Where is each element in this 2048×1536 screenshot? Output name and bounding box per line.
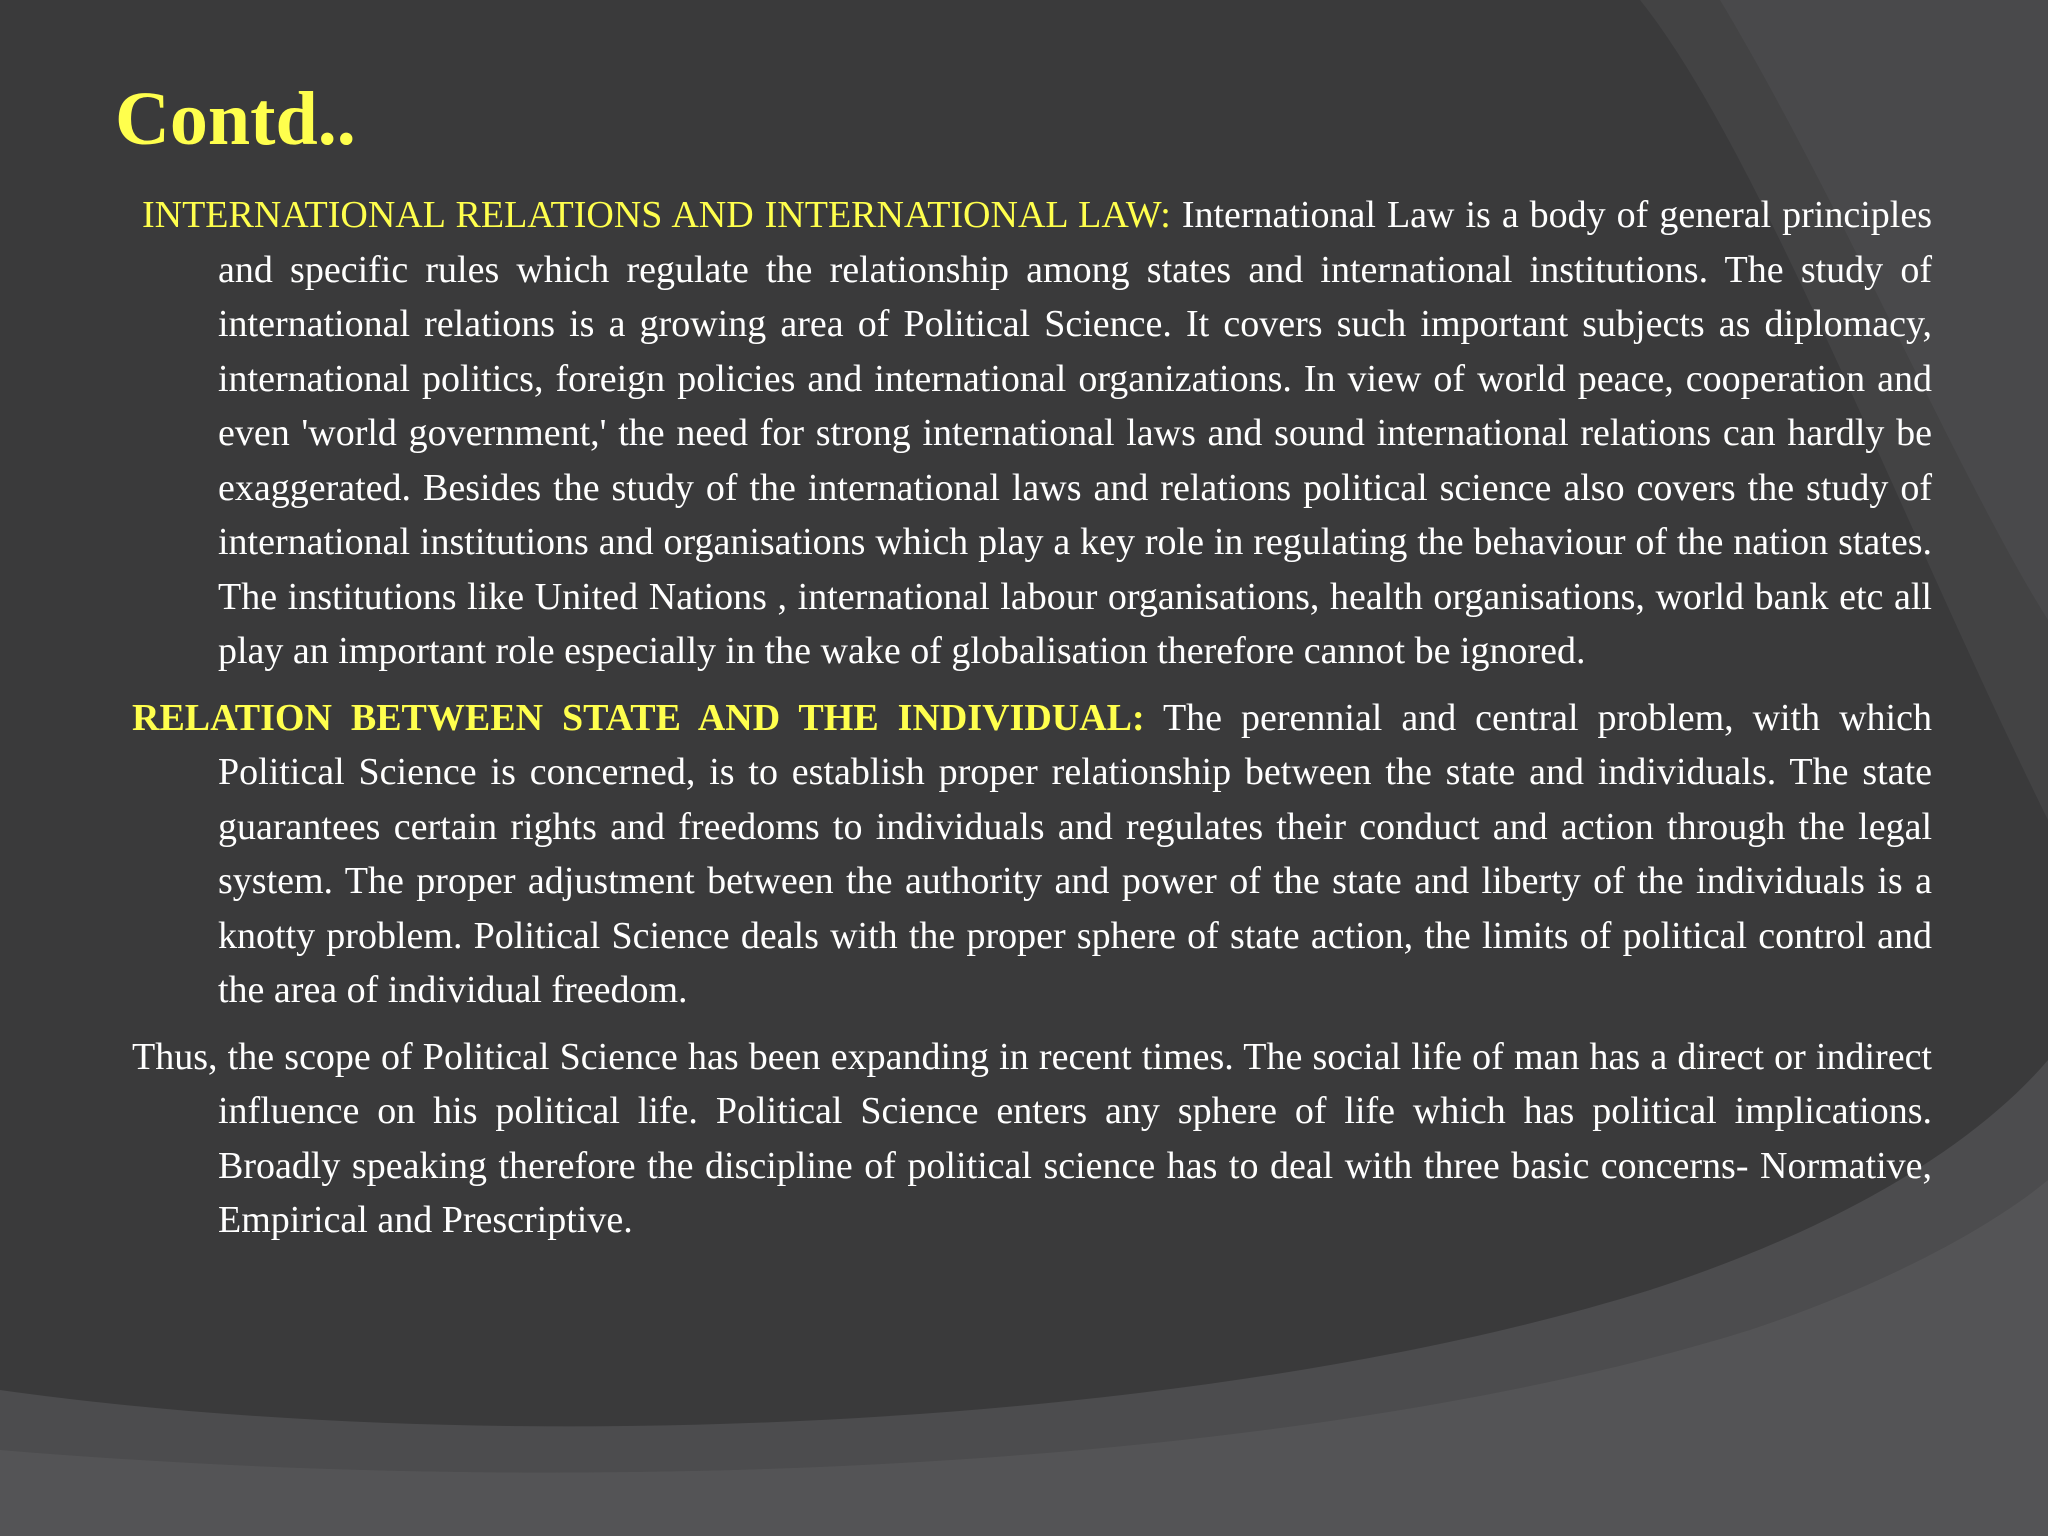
slide-body <box>132 188 1932 1260</box>
paragraph-text: The perennial and central problem, with which Political Science is concerned, is to establish proper relationship between the state and individuals. The state guarantees certain rights and freedoms to individuals and regulates their conduct and action through the legal system. The proper adjustment between the authority and power of the state and liberty of the individuals is a knotty problem. Political Science deals with the proper sphere of state action, the limits of political control and the area of individual freedom. <box>218 696 1932 1011</box>
paragraph-state-individual <box>132 691 1932 1018</box>
paragraph-conclusion <box>132 1030 1932 1248</box>
paragraph-heading: INTERNATIONAL RELATIONS AND INTERNATIONAL LAW: <box>142 194 1171 236</box>
paragraph-text: International Law is a body of general principles and specific rules which regulate the relationship among states and international institutions. The study of international relations is a growing area of Political Science. It covers such important subjects as diplomacy, international politics, foreign policies and international organizations. In view of world peace, cooperation and even 'world government,' the need for strong international laws and sound international relations can hardly be exaggerated. Besides the study of the international laws and relations political science also covers the study of international institutions and organisations which play a key role in regulating the behaviour of the nation states. The institutions like United Nations , international labour organisations, health organisations, world bank etc all play an important role especially in the wake of globalisation therefore cannot be ignored. <box>218 194 1932 672</box>
slide-title: Contd.. <box>115 77 356 161</box>
paragraph-heading: RELATION BETWEEN STATE AND THE INDIVIDUAL: <box>132 696 1145 739</box>
paragraph-text: Thus, the scope of Political Science has been expanding in recent times. The social life of man has a direct or indirect influence on his political life. Political Science enters any sphere of life which has political implications. Broadly speaking therefore the discipline of political science has to deal with three basic concerns- Normative, Empirical and Prescriptive. <box>132 1035 1932 1241</box>
paragraph-international-relations <box>132 188 1932 679</box>
